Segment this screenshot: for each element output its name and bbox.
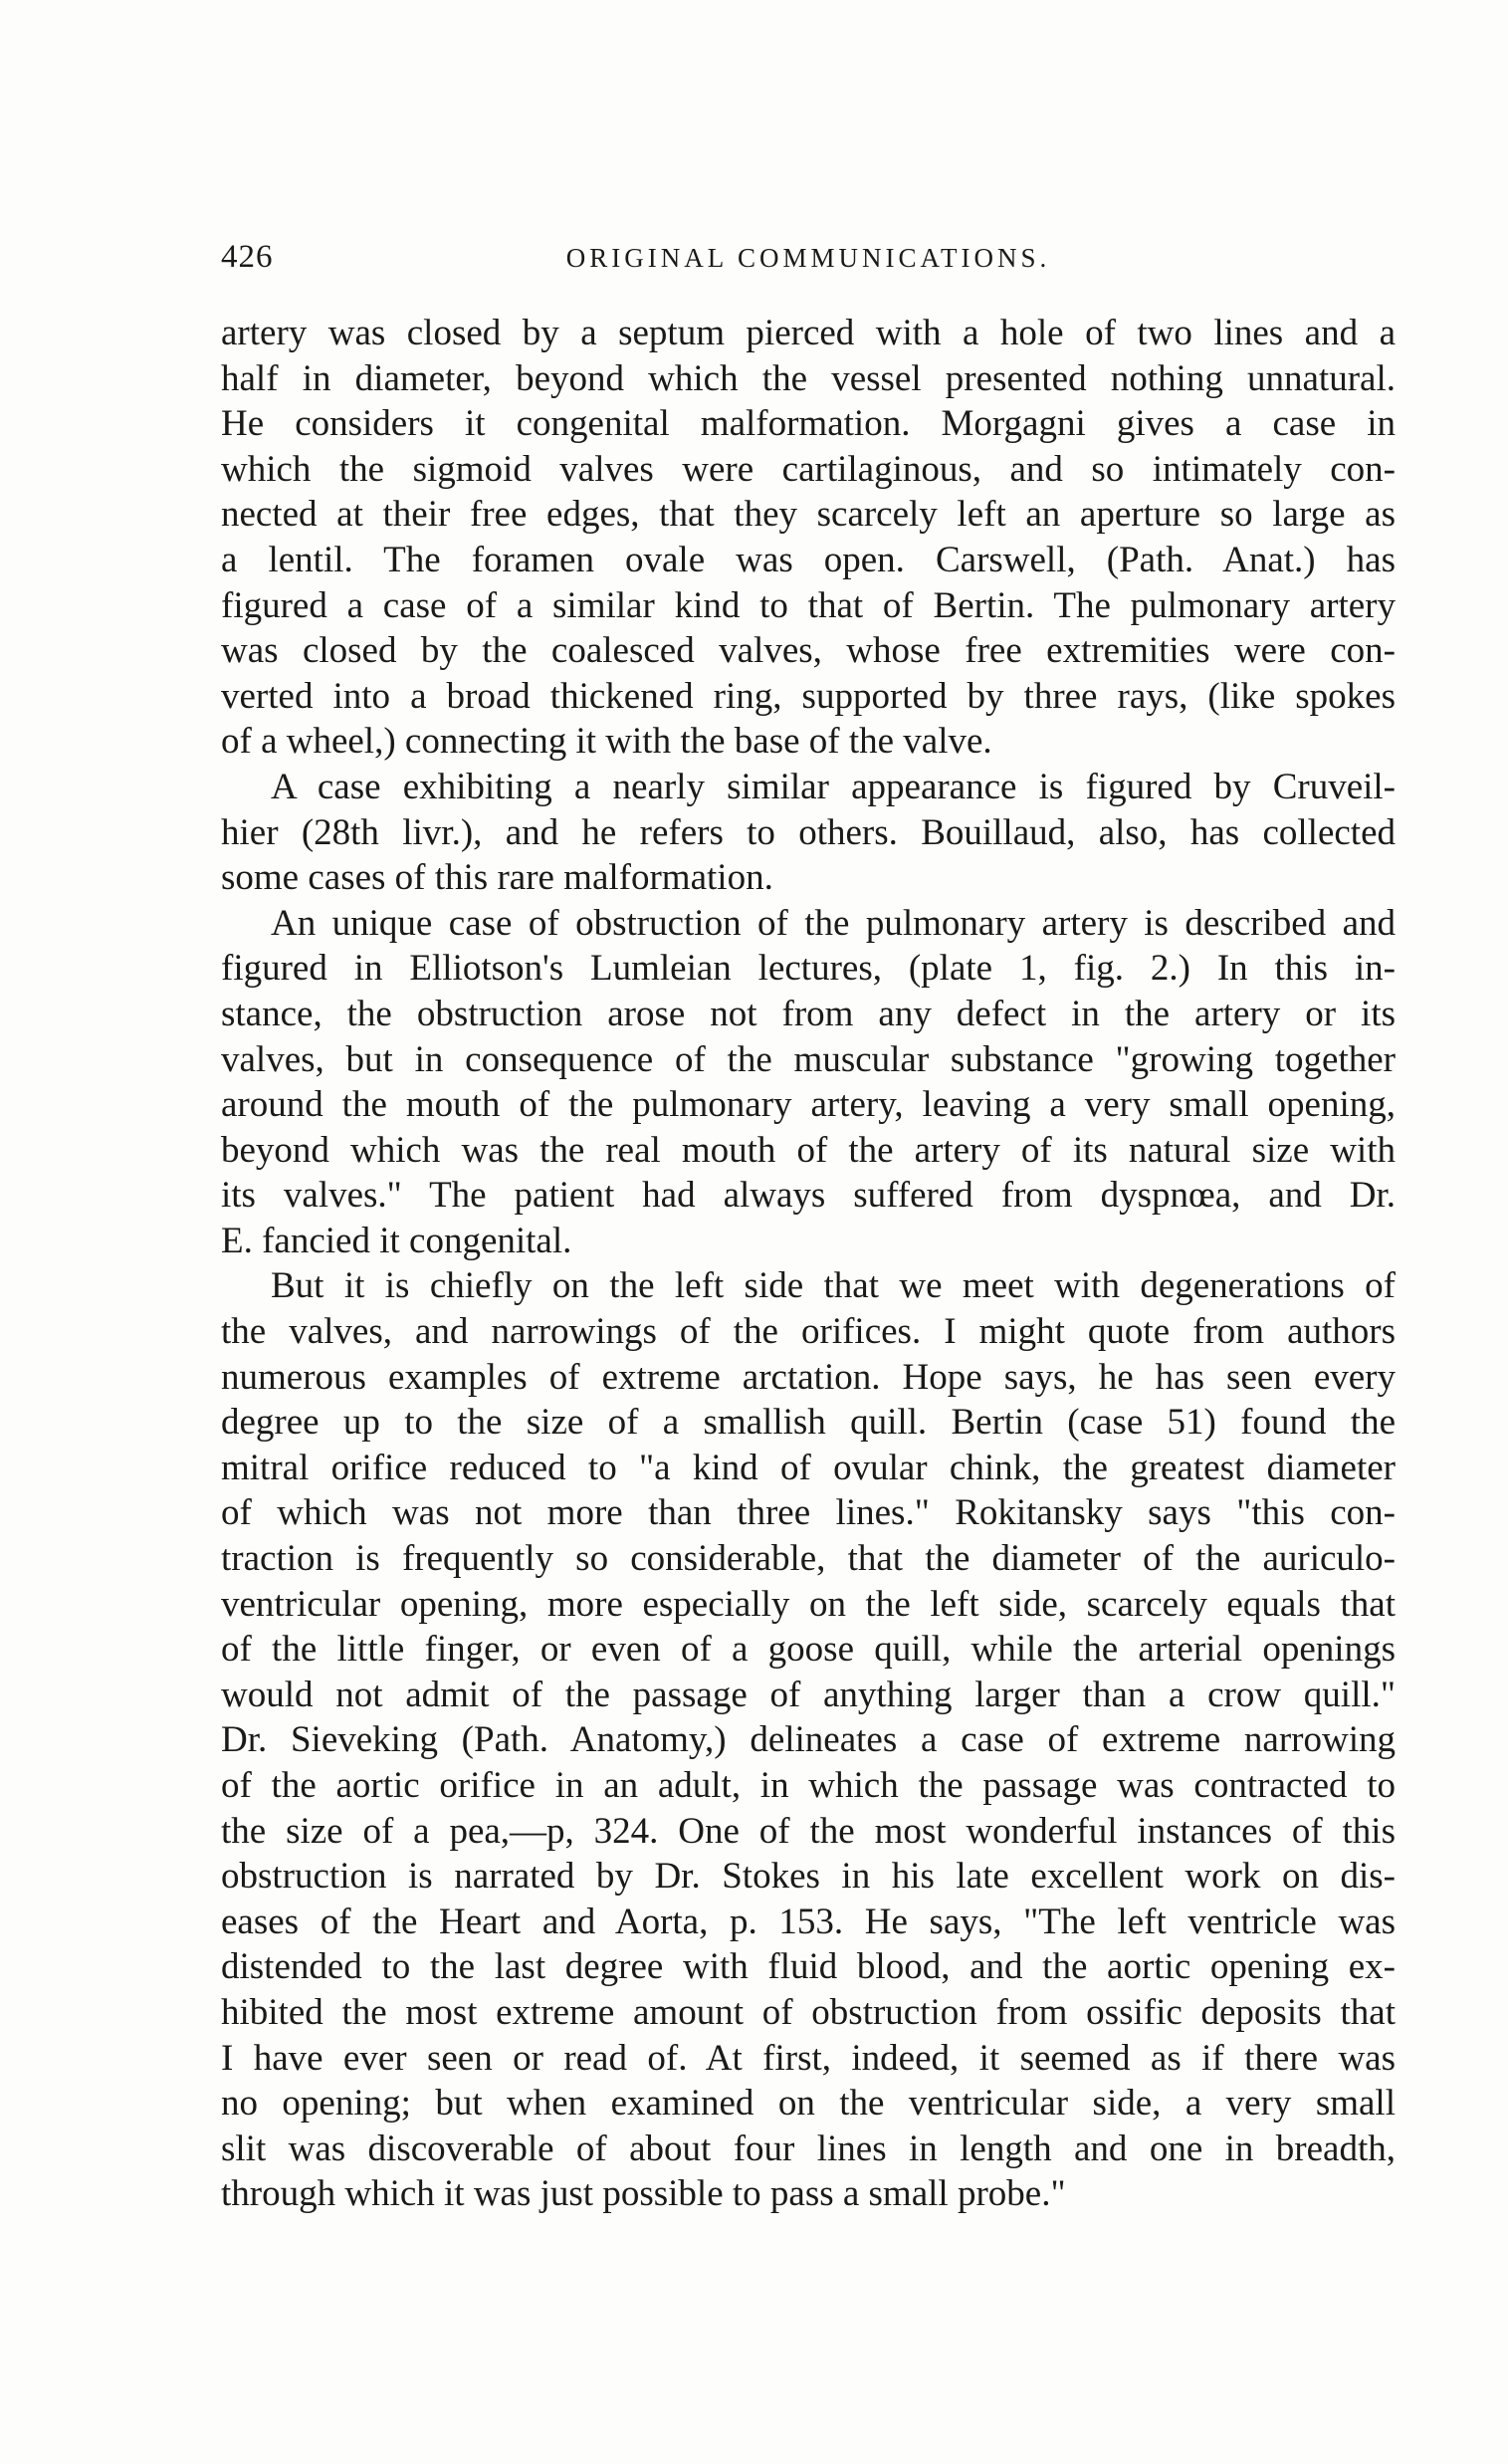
text-line: through which it was just possible to pass a small probe." xyxy=(221,2173,1066,2215)
text-line: A case exhibiting a nearly similar appearance is figured by Cruveil- xyxy=(271,766,1396,807)
text-line: I have ever seen or read of. At first, indeed, it seemed as if there was xyxy=(221,2037,1396,2079)
text-line: figured a case of a similar kind to that of Bertin. The pulmonary artery xyxy=(221,584,1396,626)
page-number: 426 xyxy=(221,239,274,275)
text-line: verted into a broad thickened ring, supported by three rays, (like spokes xyxy=(221,675,1396,717)
text-line: was closed by the coalesced valves, whose free extremities were con- xyxy=(221,630,1396,672)
text-line: degree up to the size of a smallish quill. Bertin (case 51) found the xyxy=(221,1402,1396,1444)
text-line: He considers it congenital malformation. Morgagni gives a case in xyxy=(221,403,1396,445)
text-line: eases of the Heart and Aorta, p. 153. He says, "The left ventricle was xyxy=(221,1901,1396,1942)
text-line: Dr. Sieveking (Path. Anatomy,) delineates a case of extreme narrowing xyxy=(221,1719,1396,1761)
text-line: around the mouth of the pulmonary artery, leaving a very small opening, xyxy=(221,1084,1396,1126)
text-line: some cases of this rare malformation. xyxy=(221,857,773,899)
text-line: figured in Elliotson's Lumleian lectures, (plate 1, fig. 2.) In this in- xyxy=(221,948,1396,990)
text-line: of which was not more than three lines." Rokitansky says "this con- xyxy=(221,1492,1396,1534)
text-line: beyond which was the real mouth of the artery of its natural size with xyxy=(221,1129,1396,1171)
page-header xyxy=(221,239,1396,279)
text-line: ventricular opening, more especially on the left side, scarcely equals that xyxy=(221,1583,1396,1625)
text-line: traction is frequently so considerable, that the diameter of the auriculo- xyxy=(221,1538,1396,1580)
text-line: valves, but in consequence of the muscular substance "growing together xyxy=(221,1038,1396,1080)
text-line: numerous examples of extreme arctation. Hope says, he has seen every xyxy=(221,1356,1396,1398)
text-line: the valves, and narrowings of the orifices. I might quote from authors xyxy=(221,1311,1396,1353)
text-line: artery was closed by a septum pierced with a hole of two lines and a xyxy=(221,313,1396,353)
text-line: of the aortic orifice in an adult, in which the passage was contracted to xyxy=(221,1765,1396,1806)
text-line: distended to the last degree with fluid blood, and the aortic opening ex- xyxy=(221,1946,1396,1988)
text-line: a lentil. The foramen ovale was open. Carswell, (Path. Anat.) has xyxy=(221,539,1396,580)
text-line: An unique case of obstruction of the pulmonary artery is described and xyxy=(271,902,1396,944)
text-line: no opening; but when examined on the ventricular side, a very small xyxy=(221,2083,1396,2125)
text-line: the size of a pea,—p, 324. One of the most wonderful instances of this xyxy=(221,1810,1396,1852)
text-line: of a wheel,) connecting it with the base of the valve. xyxy=(221,721,992,763)
text-line: hier (28th livr.), and he refers to others. Bouillaud, also, has collected xyxy=(221,811,1396,853)
text-line: of the little finger, or even of a goose quill, while the arterial openings xyxy=(221,1629,1396,1671)
text-line: would not admit of the passage of anything larger than a crow quill." xyxy=(221,1674,1396,1715)
text-line: E. fancied it congenital. xyxy=(221,1220,572,1261)
body-text xyxy=(221,311,1396,2217)
text-line: slit was discoverable of about four lines in length and one in breadth, xyxy=(221,2128,1396,2169)
text-line: its valves." The patient had always suffered from dyspnœa, and Dr. xyxy=(221,1175,1396,1217)
text-line: hibited the most extreme amount of obstruction from ossific deposits that xyxy=(221,1991,1396,2033)
text-line: which the sigmoid valves were cartilaginous, and so intimately con- xyxy=(221,448,1396,490)
running-head: ORIGINAL COMMUNICATIONS. xyxy=(565,243,1051,273)
text-line: half in diameter, beyond which the vessel presented nothing unnatural. xyxy=(221,357,1396,399)
text-line: obstruction is narrated by Dr. Stokes in his late excellent work on dis- xyxy=(221,1856,1396,1898)
text-line: But it is chiefly on the left side that we meet with degenerations of xyxy=(271,1265,1396,1307)
text-line: mitral orifice reduced to "a kind of ovular chink, the greatest diameter xyxy=(221,1447,1396,1488)
text-line: nected at their free edges, that they scarcely left an aperture so large as xyxy=(221,494,1396,536)
text-line: stance, the obstruction arose not from any defect in the artery or its xyxy=(221,993,1396,1034)
